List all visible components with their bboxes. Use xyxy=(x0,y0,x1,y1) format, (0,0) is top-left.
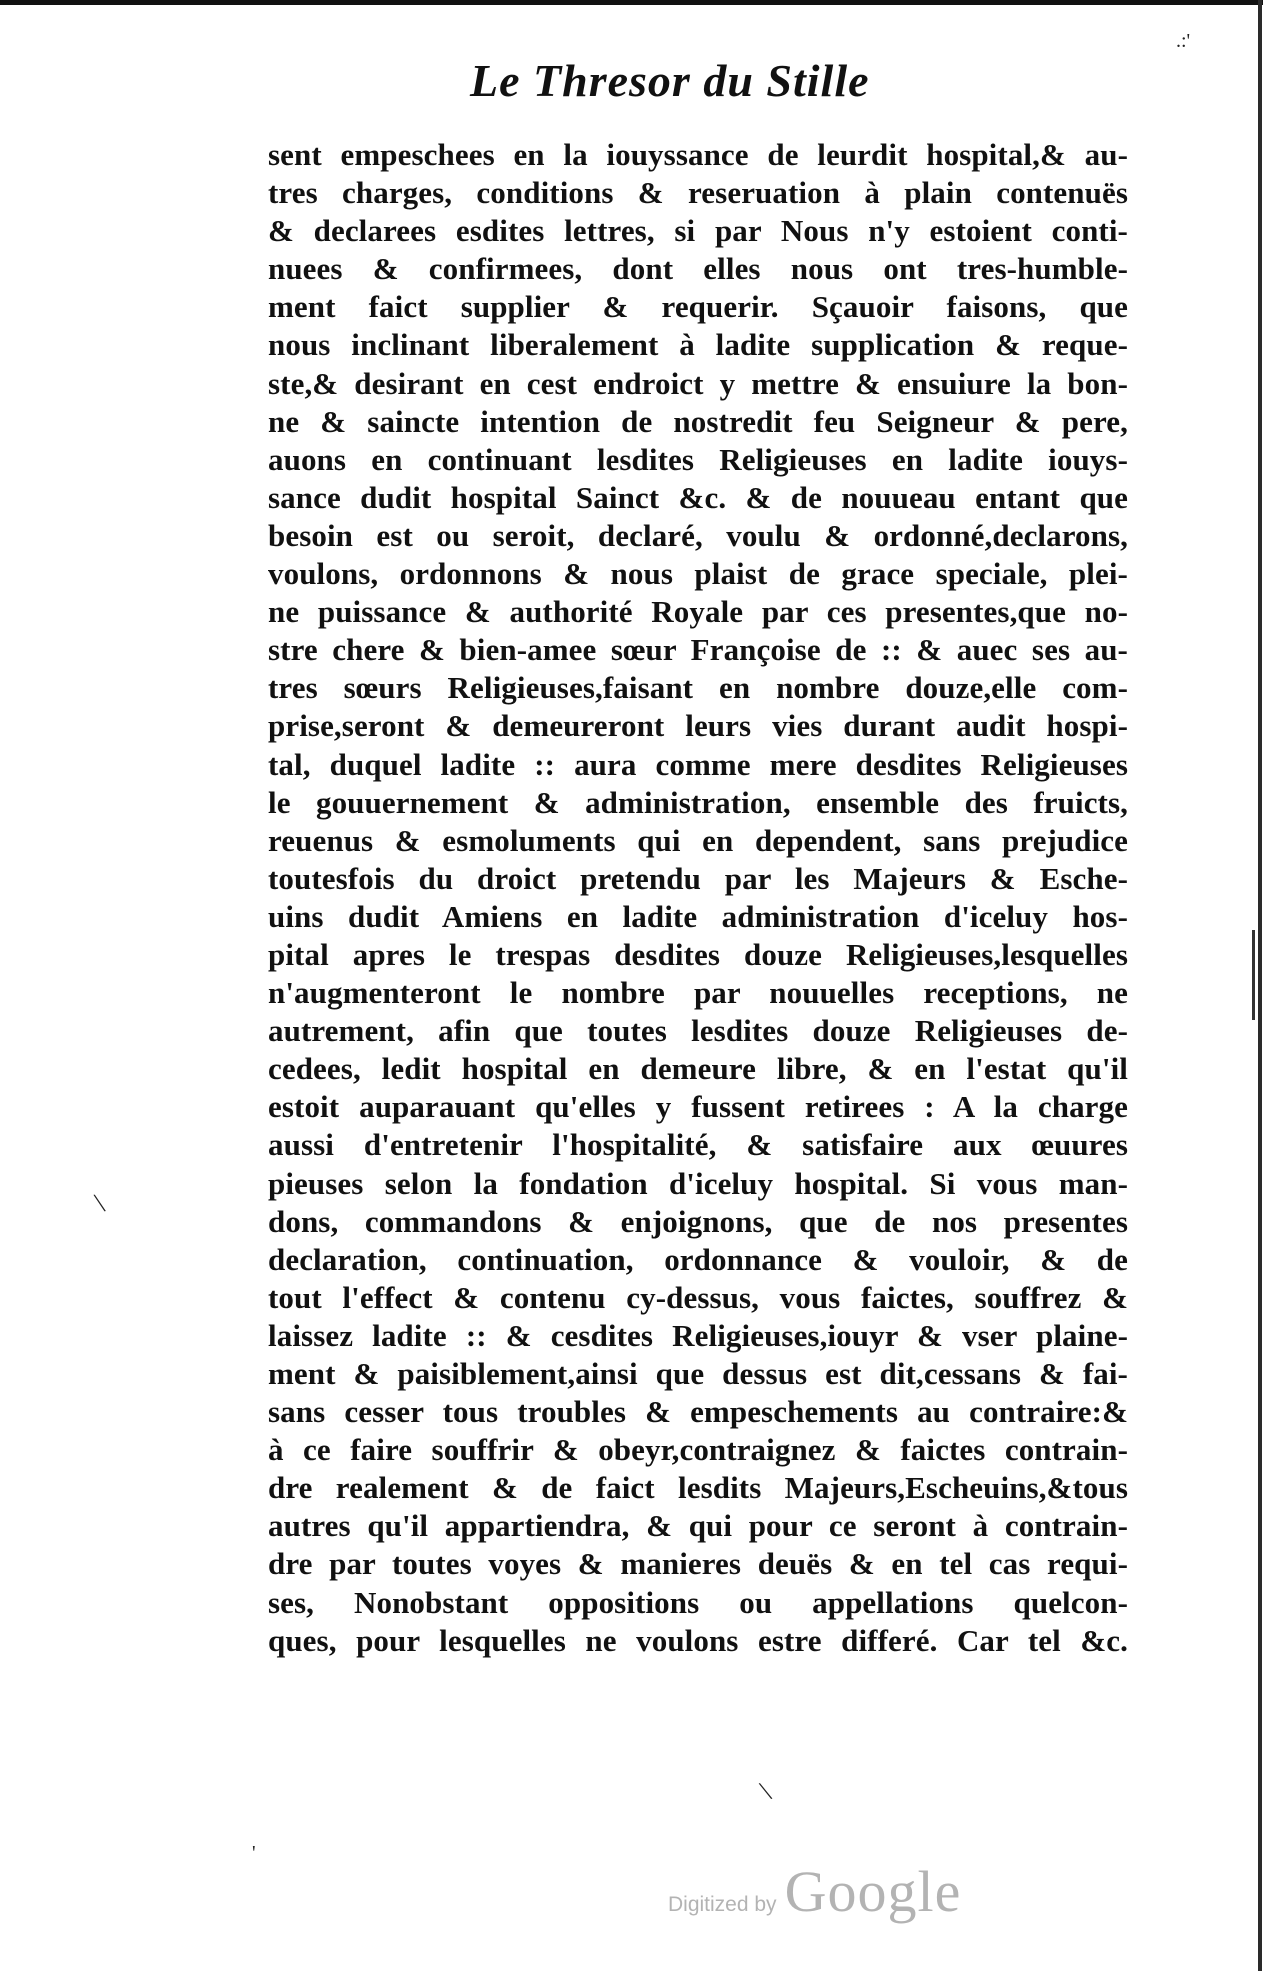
binding-shadow xyxy=(1252,930,1255,1020)
body-text xyxy=(268,136,1128,1660)
text-line: estoit auparauant qu'elles y fussent retirees : A la charge xyxy=(268,1089,1128,1125)
text-line: à ce faire souffrir & obeyr,contraignez & faictes contrain- xyxy=(268,1432,1128,1468)
text-line: ne & saincte intention de nostredit feu Seigneur & pere, xyxy=(268,403,1128,439)
running-title: Le Thresor du Stille xyxy=(470,55,870,106)
text-line: besoin est ou seroit, declaré, voulu & ordonné,declarons, xyxy=(268,517,1128,553)
text-line: sent empeschees en la iouyssance de leurdit hospital,& au- xyxy=(268,137,1128,172)
watermark-prefix: Digitized by xyxy=(668,1893,777,1916)
stray-mark: .:' xyxy=(1176,30,1191,52)
text-line: auons en continuant lesdites Religieuses en ladite iouys- xyxy=(268,441,1128,477)
stray-mark: ' xyxy=(252,1842,256,1864)
right-border-rule xyxy=(1258,0,1262,1971)
text-line: dre par toutes voyes & manieres deuës & en tel cas requi- xyxy=(268,1546,1128,1582)
text-line: & declarees esdites lettres, si par Nous n'y estoient conti- xyxy=(268,213,1128,249)
text-line: ste,& desirant en cest endroict y mettre & ensuiure la bon- xyxy=(268,365,1128,401)
text-line: ne puissance & authorité Royale par ces presentes,que no- xyxy=(268,594,1128,630)
text-line: ment faict supplier & requerir. Sçauoir faisons, que xyxy=(268,289,1128,325)
text-line: stre chere & bien-amee sœur Françoise de :: & auec ses au- xyxy=(268,632,1128,668)
text-line: prise,seront & demeureront leurs vies durant audit hospi- xyxy=(268,708,1128,744)
text-line: tal, duquel ladite :: aura comme mere desdites Religieuses xyxy=(268,746,1128,782)
text-line: cedees, ledit hospital en demeure libre, & en l'estat qu'il xyxy=(268,1051,1128,1087)
digitization-watermark xyxy=(668,1858,961,1925)
text-line: ment & paisiblement,ainsi que dessus est dit,cessans & fai- xyxy=(268,1356,1128,1391)
text-line: ques, pour lesquelles ne voulons estre differé. Car tel &c. xyxy=(268,1622,1128,1658)
text-line: ses, Nonobstant oppositions ou appellations quelcon- xyxy=(268,1584,1128,1620)
google-logo: Google xyxy=(784,1859,962,1924)
text-line: nuees & confirmees, dont elles nous ont tres-humble- xyxy=(268,251,1128,287)
text-line: n'augmenteront le nombre par nouuelles receptions, ne xyxy=(268,975,1128,1011)
text-line: nous inclinant liberalement à ladite supplication & reque- xyxy=(268,327,1128,363)
text-line: dons, commandons & enjoignons, que de nos presentes xyxy=(268,1203,1128,1239)
text-line: pieuses selon la fondation d'iceluy hospital. Si vous man- xyxy=(268,1165,1128,1201)
text-line: le gouuernement & administration, ensemble des fruicts, xyxy=(268,784,1128,820)
text-line: tres sœurs Religieuses,faisant en nombre douze,elle com- xyxy=(268,670,1128,706)
stray-mark: \ xyxy=(756,1775,775,1808)
text-line: sans cesser tous troubles & empeschements au contraire:& xyxy=(268,1394,1128,1430)
text-line: autrement, afin que toutes lesdites douze Religieuses de- xyxy=(268,1013,1128,1049)
text-line: laissez ladite :: & cesdites Religieuses,iouyr & vser plaine- xyxy=(268,1317,1128,1353)
text-line: declaration, continuation, ordonnance & vouloir, & de xyxy=(268,1241,1128,1277)
top-border-rule xyxy=(0,0,1263,5)
margin-mark: \ xyxy=(91,1187,108,1220)
text-line: dre realement & de faict lesdits Majeurs,Escheuins,&tous xyxy=(268,1470,1128,1506)
text-line: toutesfois du droict pretendu par les Majeurs & Esche- xyxy=(268,860,1128,896)
text-line: tout l'effect & contenu cy-dessus, vous faictes, souffrez & xyxy=(268,1279,1128,1315)
text-line: tres charges, conditions & reseruation à plain contenuës xyxy=(268,175,1128,211)
text-line: voulons, ordonnons & nous plaist de grace speciale, plei- xyxy=(268,556,1128,592)
text-line: aussi d'entretenir l'hospitalité, & satisfaire aux œuures xyxy=(268,1127,1128,1163)
text-line: sance dudit hospital Sainct &c. & de nouueau entant que xyxy=(268,479,1128,515)
text-line: reuenus & esmoluments qui en dependent, sans prejudice xyxy=(268,822,1128,858)
text-line: autres qu'il appartiendra, & qui pour ce seront à contrain- xyxy=(268,1508,1128,1544)
text-line: uins dudit Amiens en ladite administration d'iceluy hos- xyxy=(268,898,1128,934)
text-line: pital apres le trespas desdites douze Religieuses,lesquelles xyxy=(268,936,1128,972)
